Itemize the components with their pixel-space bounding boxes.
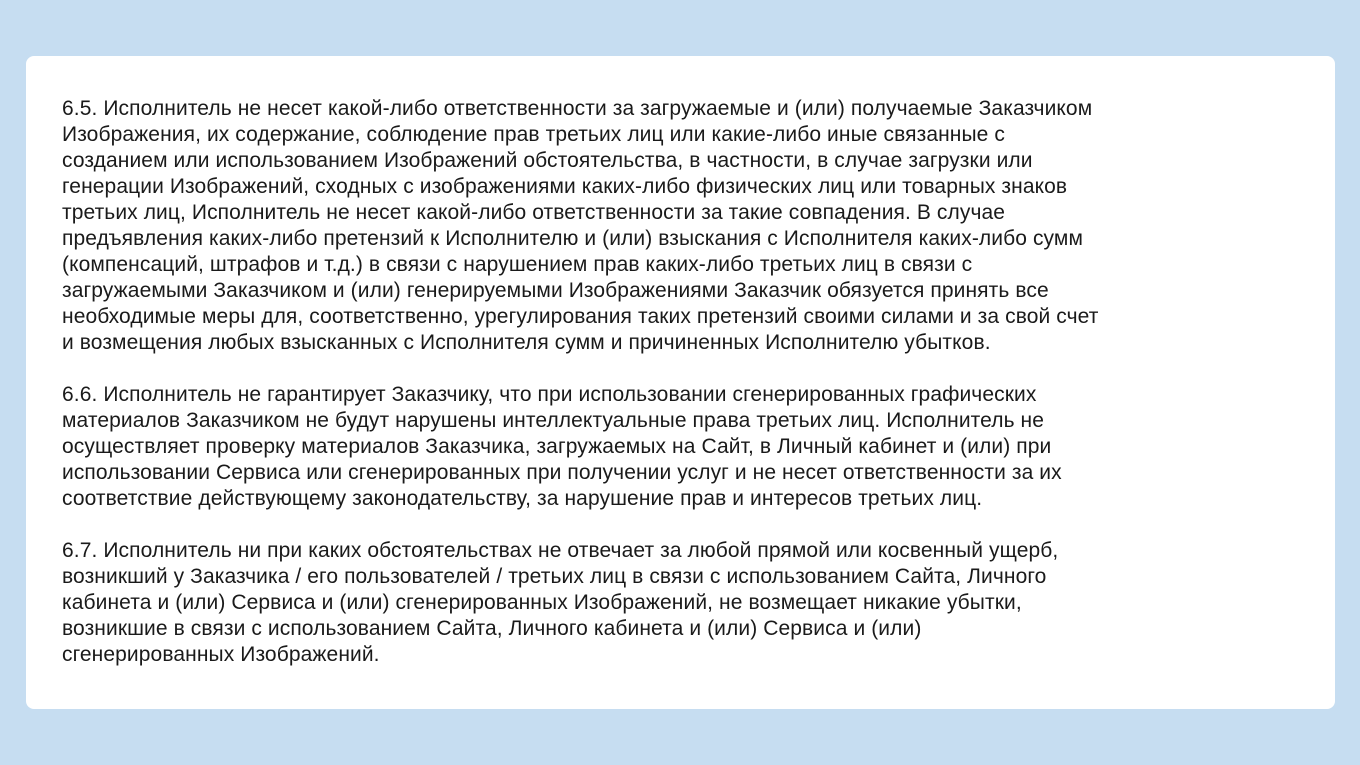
text-line: возникшие в связи с использованием Сайта, Личного кабинета и (или) Сервиса и (или) xyxy=(62,617,922,640)
text-line: созданием или использованием Изображений обстоятельства, в частности, в случае загрузки или xyxy=(62,149,1033,172)
text-line: 6.7. Исполнитель ни при каких обстоятельствах не отвечает за любой прямой или косвенный ущерб, xyxy=(62,539,1059,562)
text-line: кабинета и (или) Сервиса и (или) сгенерированных Изображений, не возмещает никакие убытки, xyxy=(62,591,1022,614)
paragraph-6-7 xyxy=(62,538,1315,668)
paragraph-6-5 xyxy=(62,96,1315,356)
paragraph-6-6 xyxy=(62,382,1315,512)
text-line: соответствие действующему законодательству, за нарушение прав и интересов третьих лиц. xyxy=(62,487,983,510)
text-line: необходимые меры для, соответственно, урегулирования таких претензий своими силами и за свой счет xyxy=(62,305,1099,328)
text-line: материалов Заказчиком не будут нарушены интеллектуальные права третьих лиц. Исполнитель не xyxy=(62,409,1045,432)
text-line: возникший у Заказчика / его пользователей / третьих лиц в связи с использованием Сайта, Личного xyxy=(62,565,1047,588)
text-line: третьих лиц, Исполнитель не несет какой-либо ответственности за такие совпадения. В случае xyxy=(62,201,1006,224)
text-line: и возмещения любых взысканных с Исполнителя сумм и причиненных Исполнителю убытков. xyxy=(62,331,991,354)
text-line: 6.6. Исполнитель не гарантирует Заказчику, что при использовании сгенерированных графических xyxy=(62,383,1037,406)
text-line: сгенерированных Изображений. xyxy=(62,643,380,666)
text-line: генерации Изображений, сходных с изображениями каких-либо физических лиц или товарных знаков xyxy=(62,175,1068,198)
text-line: загружаемыми Заказчиком и (или) генерируемыми Изображениями Заказчик обязуется принять все xyxy=(62,279,1049,302)
text-line: (компенсаций, штрафов и т.д.) в связи с нарушением прав каких-либо третьих лиц в связи с xyxy=(62,253,973,276)
document-card xyxy=(26,56,1335,709)
text-line: 6.5. Исполнитель не несет какой-либо ответственности за загружаемые и (или) получаемые Заказчиком xyxy=(62,97,1093,120)
text-line: осуществляет проверку материалов Заказчика, загружаемых на Сайт, в Личный кабинет и (или) при xyxy=(62,435,1052,458)
text-line: Изображения, их содержание, соблюдение прав третьих лиц или какие-либо иные связанные с xyxy=(62,123,1005,146)
text-line: использовании Сервиса или сгенерированных при получении услуг и не несет ответственности за их xyxy=(62,461,1062,484)
text-line: предъявления каких-либо претензий к Исполнителю и (или) взыскания с Исполнителя каких-либо сумм xyxy=(62,227,1083,250)
